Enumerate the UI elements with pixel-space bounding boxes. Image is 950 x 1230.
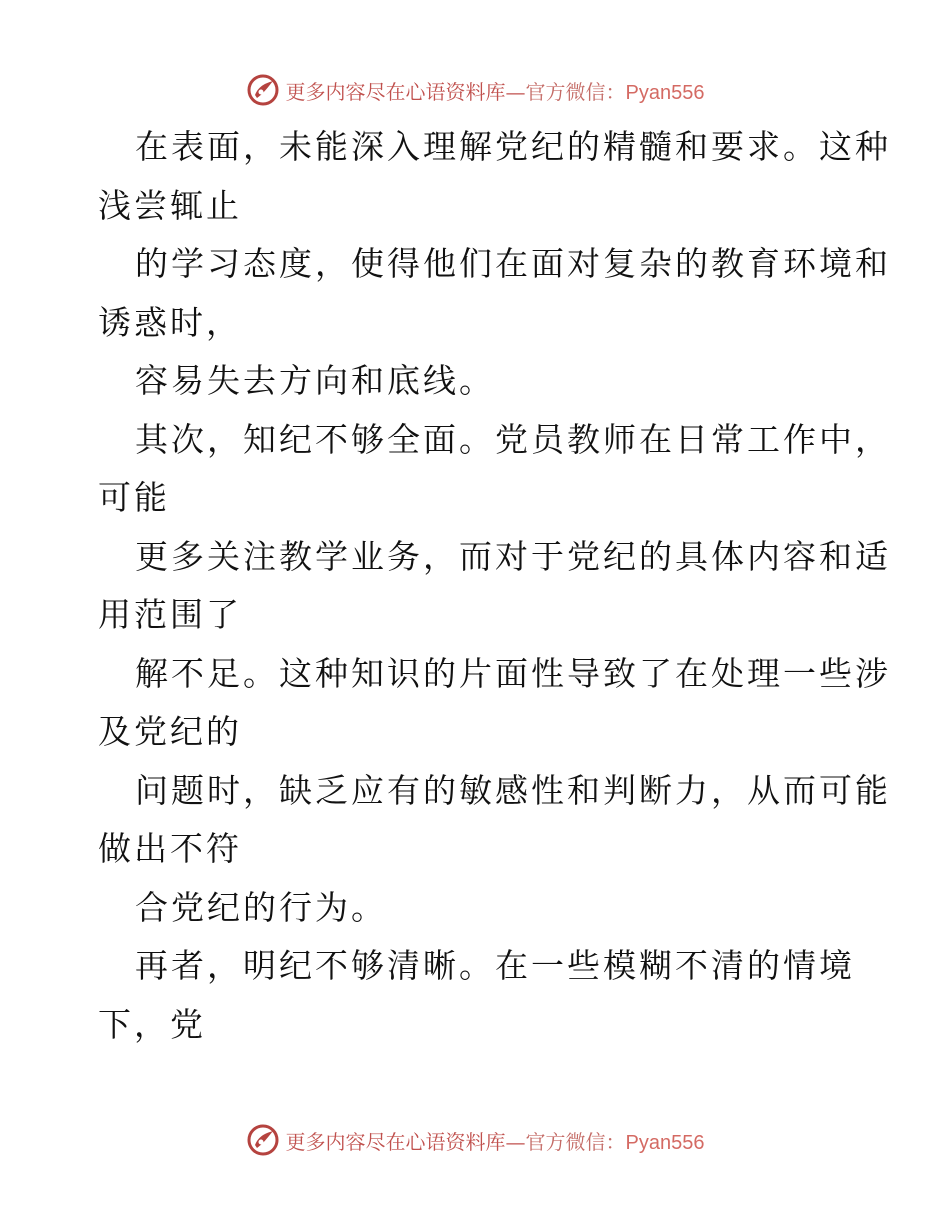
text-line: 用范围了 bbox=[98, 595, 242, 634]
header-banner bbox=[0, 70, 950, 110]
header-wechat-id: Pyan556 bbox=[625, 81, 705, 104]
text-line: 问题时，缺乏应有的敏感性和判断力，从而可能 bbox=[135, 770, 891, 810]
text-line: 再者，明纪不够清晰。在一些模糊不清的情境 bbox=[135, 946, 855, 985]
footer-banner bbox=[0, 1120, 950, 1160]
text-line: 及党纪的 bbox=[98, 712, 242, 751]
brand-logo-icon bbox=[246, 73, 280, 107]
text-line: 做出不符 bbox=[98, 829, 242, 868]
text-line: 下，党 bbox=[98, 1004, 206, 1044]
header-brand-text: 更多内容尽在心语资料库 bbox=[285, 79, 506, 104]
text-line: 浅尝辄止 bbox=[98, 185, 242, 225]
text-line: 在表面，未能深入理解党纪的精髓和要求。这种 bbox=[135, 127, 891, 166]
text-line: 解不足。这种知识的片面性导致了在处理一些涉 bbox=[135, 653, 891, 693]
document-body bbox=[98, 118, 891, 1054]
text-line: 的学习态度，使得他们在面对复杂的教育环境和 bbox=[135, 244, 891, 283]
text-line: 可能 bbox=[98, 478, 170, 517]
text-line: 更多关注教学业务，而对于党纪的具体内容和适 bbox=[135, 536, 891, 576]
footer-dash: — bbox=[505, 1129, 526, 1154]
text-line: 合党纪的行为。 bbox=[135, 887, 387, 927]
footer-brand-text: 更多内容尽在心语资料库 bbox=[285, 1129, 506, 1154]
header-text bbox=[286, 76, 705, 105]
footer-wechat-label: 官方微信： bbox=[525, 1129, 626, 1154]
footer-wechat-id: Pyan556 bbox=[625, 1131, 705, 1154]
header-dash: — bbox=[505, 79, 526, 104]
brand-logo-icon bbox=[246, 1123, 280, 1157]
text-line: 诱惑时， bbox=[98, 302, 242, 342]
text-line: 容易失去方向和底线。 bbox=[135, 361, 495, 400]
footer-text bbox=[286, 1126, 705, 1155]
text-line: 其次，知纪不够全面。党员教师在日常工作中， bbox=[135, 419, 891, 459]
header-wechat-label: 官方微信： bbox=[525, 79, 626, 104]
